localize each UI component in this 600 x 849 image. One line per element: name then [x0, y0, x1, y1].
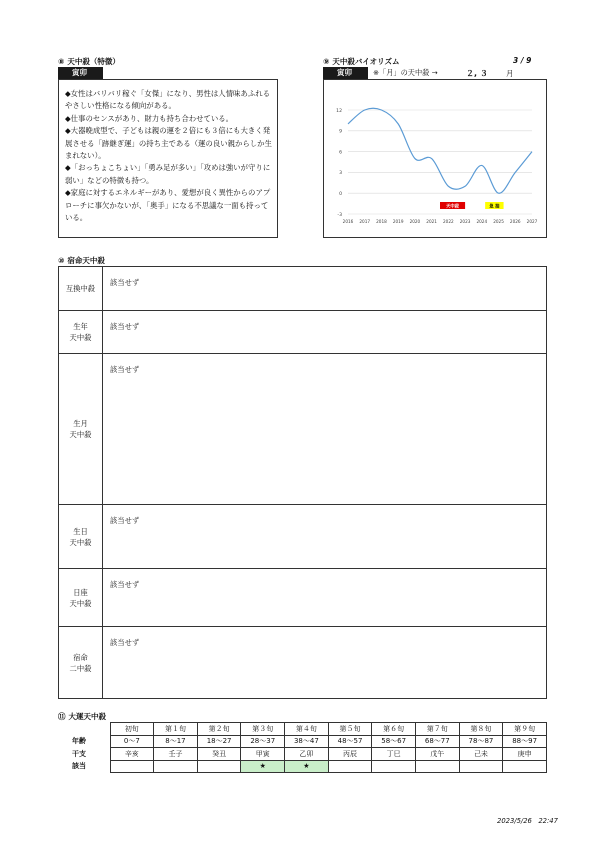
- data-point: [532, 151, 533, 152]
- hit-cell: [197, 760, 241, 773]
- kanshi-cell: 庚申: [503, 748, 547, 761]
- y-tick-label: 6: [339, 150, 342, 156]
- data-point: [498, 193, 499, 194]
- data-point: [481, 165, 482, 166]
- month-tenchusatsu-value: ２, ３: [466, 69, 488, 78]
- row-value: 該当せず: [103, 354, 547, 505]
- data-point: [515, 172, 516, 173]
- data-point: [465, 186, 466, 187]
- row-label: 生日 天中殺: [59, 505, 103, 569]
- kanshi-cell: 戊午: [415, 748, 459, 761]
- table-row: [59, 267, 547, 311]
- kanshi-cell: 甲寅: [241, 748, 285, 761]
- row-value: 該当せず: [103, 311, 547, 354]
- period-header: 第３旬: [241, 723, 285, 736]
- data-point: [448, 186, 449, 187]
- row-label: 該当: [72, 762, 86, 771]
- feature-line: ◆女性はバリバリ稼ぐ「女傑」になり、男性は人情味あふれるやさしい性格になる傾向がある。: [65, 89, 271, 111]
- data-point: [348, 123, 349, 124]
- kanshi-cell: 癸丑: [197, 748, 241, 761]
- age-cell: 8～17: [154, 735, 198, 748]
- feature-line: ◆「おっちょこちょい」「勇み足が多い」「攻めは強いが守りに弱い」などの特徴も持つ。: [65, 163, 271, 185]
- section-9-tag: 寅卯: [323, 67, 368, 79]
- row-label: 干支: [72, 749, 86, 758]
- section-11-title: [58, 711, 106, 722]
- period-marker-label: 天中殺: [446, 204, 459, 210]
- period-marker-label: 急 抽: [489, 204, 500, 210]
- period-header: 第６旬: [372, 723, 416, 736]
- section-number: ⑨: [323, 57, 330, 66]
- x-tick-label: 2022: [443, 219, 454, 224]
- table-row: [58, 748, 547, 761]
- data-point: [398, 123, 399, 124]
- row-value: 該当せず: [103, 267, 547, 311]
- month-unit: 月: [506, 69, 514, 78]
- tenchusatsu-feature-box: [58, 79, 278, 238]
- row-label: 宿命 二中殺: [59, 627, 103, 699]
- hit-cell: [372, 760, 416, 773]
- kanshi-cell: 辛亥: [110, 748, 154, 761]
- age-cell: 48～57: [328, 735, 372, 748]
- kanshi-cell: 壬子: [154, 748, 198, 761]
- hit-cell: [503, 760, 547, 773]
- row-label: 生月 天中殺: [59, 354, 103, 505]
- feature-line: ◆大器晩成型で、子どもは親の運を２倍にも３倍にも大きく発展させる「跡継ぎ運」の持ち主である（運の良い親からしか生まれない）。: [65, 126, 272, 161]
- biorhythm-chart-box: [323, 79, 547, 238]
- section-number: ⑪: [58, 712, 66, 721]
- row-value: 該当せず: [103, 569, 547, 627]
- table-row: [58, 723, 547, 736]
- age-cell: 68～77: [415, 735, 459, 748]
- kanshi-cell: 丁巳: [372, 748, 416, 761]
- feature-line: ◆仕事のセンスがあり、財力も持ち合わせている。: [65, 113, 234, 123]
- y-tick-label: 0: [339, 192, 342, 197]
- x-tick-label: 2027: [526, 219, 538, 224]
- shukumei-tenchusatsu-table: [58, 266, 547, 699]
- age-cell: 18～27: [197, 735, 241, 748]
- section-title-text: 天中殺バイオリズム: [332, 57, 400, 66]
- hit-cell: ★: [241, 760, 285, 773]
- y-tick-label: 3: [339, 171, 342, 177]
- section-number: ⑩: [58, 256, 65, 265]
- x-tick-label: 2016: [342, 219, 354, 224]
- row-label: [58, 723, 110, 736]
- age-cell: 88～97: [503, 735, 547, 748]
- period-header: 初旬: [110, 723, 154, 736]
- table-row: [58, 735, 547, 748]
- biorhythm-chart: [324, 80, 548, 239]
- section-10-title: [58, 255, 105, 266]
- age-cell: 38～47: [285, 735, 329, 748]
- section-8-title: [58, 56, 120, 67]
- period-header: 第５旬: [328, 723, 372, 736]
- row-value: 該当せず: [103, 627, 547, 699]
- footer-timestamp: [497, 817, 558, 825]
- hit-cell: [459, 760, 503, 773]
- footer-date: 2023/5/26: [497, 817, 532, 825]
- data-point: [431, 158, 432, 159]
- data-point: [415, 158, 416, 159]
- x-tick-label: 2025: [493, 219, 504, 224]
- x-tick-label: 2018: [376, 219, 387, 224]
- age-cell: 58～67: [372, 735, 416, 748]
- y-tick-label: 12: [336, 108, 342, 114]
- section-title-text: 宿命天中殺: [67, 256, 105, 265]
- period-header: 第１旬: [154, 723, 198, 736]
- kanshi-cell: 乙卯: [285, 748, 329, 761]
- table-row: [59, 569, 547, 627]
- section-title-text: 天中殺（特徴）: [67, 57, 120, 66]
- page-number: 3 / 9: [513, 56, 532, 65]
- period-header: 第８旬: [459, 723, 503, 736]
- table-row: [58, 760, 547, 773]
- age-cell: 78～87: [459, 735, 503, 748]
- row-label: 互換中殺: [59, 267, 103, 311]
- row-label: 日座 天中殺: [59, 569, 103, 627]
- row-value: 該当せず: [103, 505, 547, 569]
- x-tick-label: 2021: [426, 219, 437, 224]
- x-tick-label: 2023: [459, 219, 471, 224]
- age-cell: 0～7: [110, 735, 154, 748]
- table-row: [59, 354, 547, 505]
- data-point: [381, 110, 382, 111]
- row-label: 年齢: [72, 737, 86, 746]
- y-tick-label: 9: [339, 129, 342, 135]
- section-number: ⑧: [58, 57, 65, 66]
- kanshi-cell: 己未: [459, 748, 503, 761]
- hit-cell: [415, 760, 459, 773]
- row-label: 生年 天中殺: [59, 311, 103, 354]
- taiun-tenchusatsu-table: [58, 722, 547, 773]
- age-cell: 28～37: [241, 735, 285, 748]
- x-tick-label: 2020: [409, 219, 421, 224]
- data-point: [364, 110, 365, 111]
- month-tenchusatsu-note: ※「月」の天中殺 →: [373, 68, 438, 77]
- x-tick-label: 2024: [476, 219, 488, 224]
- hit-cell: [328, 760, 372, 773]
- section-9-title: [323, 56, 399, 67]
- table-row: [59, 505, 547, 569]
- period-header: 第７旬: [415, 723, 459, 736]
- period-header: 第２旬: [197, 723, 241, 736]
- y-tick-label: -3: [337, 212, 342, 218]
- section-8-tag: 寅卯: [58, 67, 103, 79]
- feature-line: ◆家庭に対するエネルギーがあり、愛想が良く異性からのアプローチに事欠かないが、「奥手」になる不思議な一面も持っている。: [65, 188, 271, 223]
- hit-cell: ★: [285, 760, 329, 773]
- footer-time: 22:47: [538, 817, 558, 825]
- kanshi-cell: 丙辰: [328, 748, 372, 761]
- section-title-text: 大運天中殺: [68, 712, 106, 721]
- period-header: 第９旬: [503, 723, 547, 736]
- series-line: [348, 108, 532, 193]
- period-header: 第４旬: [285, 723, 329, 736]
- table-row: [59, 627, 547, 699]
- hit-cell: [110, 760, 154, 773]
- x-tick-label: 2019: [392, 219, 404, 224]
- x-tick-label: 2026: [509, 219, 521, 224]
- hit-cell: [154, 760, 198, 773]
- table-row: [59, 311, 547, 354]
- x-tick-label: 2017: [359, 219, 371, 224]
